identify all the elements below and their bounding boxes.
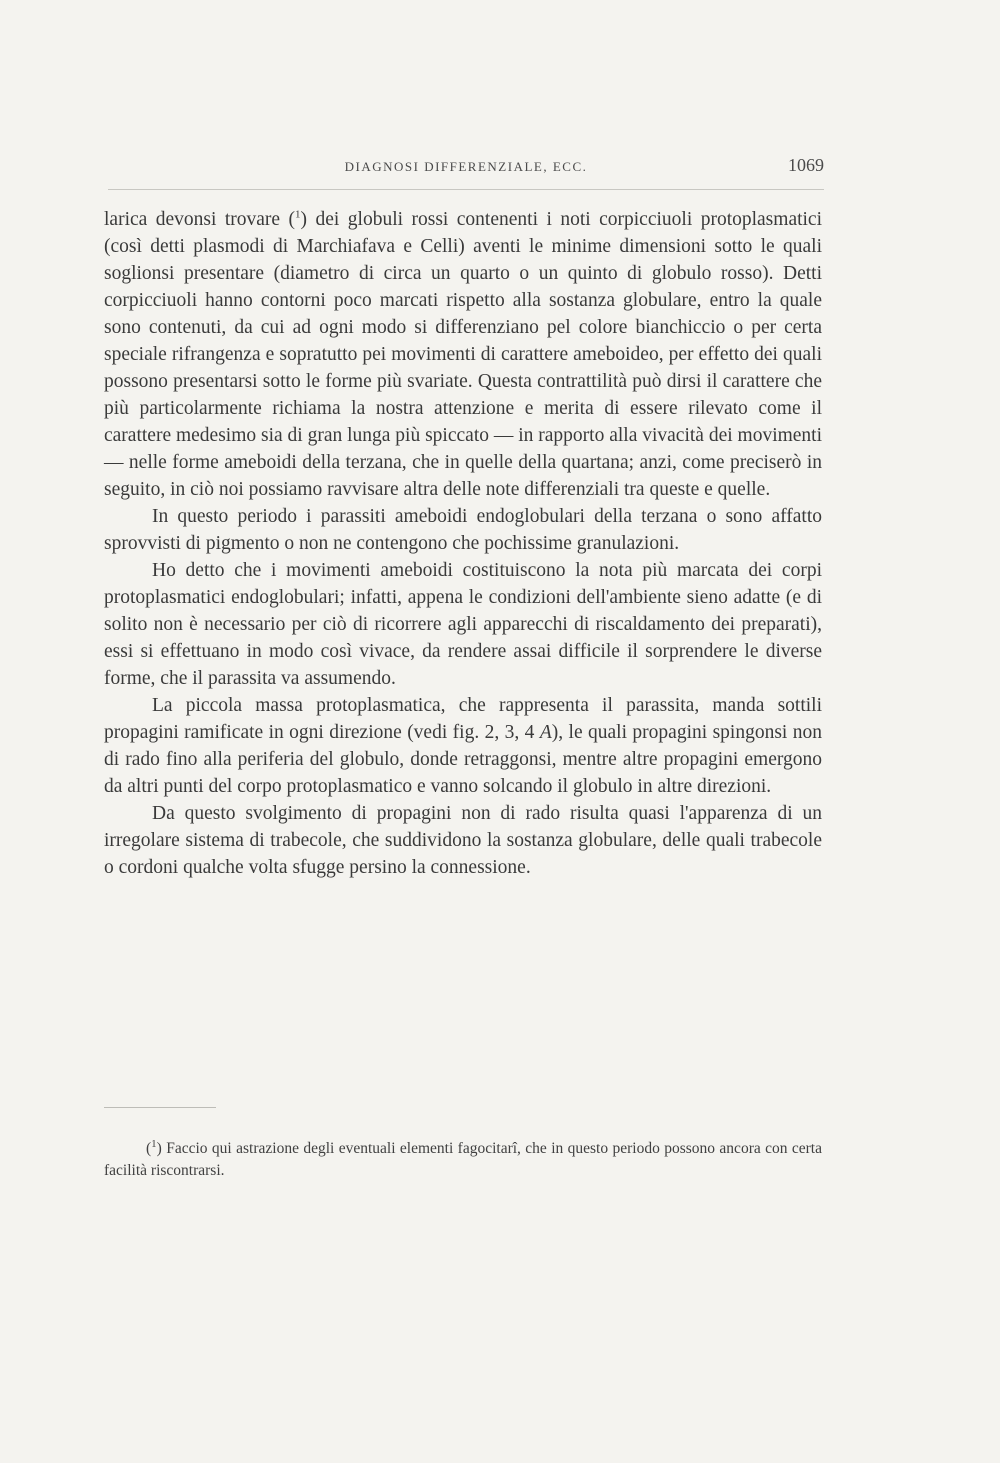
- paragraph-5: Da questo svolgimento di propagini non di rado risulta quasi l'apparenza di un irregolare sistema di trabecole, che suddividono la sostanza globulare, delle quali trabecole o cordoni qualche volta sfugge persino la connessione.: [104, 803, 822, 878]
- footnote-text: Faccio qui astrazione degli eventuali elementi fagocitarî, che in questo periodo possono ancora con certa facilità riscontrarsi.: [104, 1140, 822, 1179]
- body-text: [104, 206, 822, 881]
- paragraph-4-text-rest: ), le quali propagini spingonsi non di rado fino alla periferia del globulo, donde retraggonsi, mentre altre propagini emergono da altri punti del corpo protoplasmatico e vanno solcando il globulo in altre direzioni.: [104, 722, 822, 797]
- paragraph-4: [104, 692, 822, 800]
- paragraph-1-text-rest: dei globuli rossi contenenti i noti corpicciuoli protoplasmatici (così detti plasmodi di Marchiafava e Celli) aventi le minime dimensioni sotto le quali soglionsi presentare (diametro di circa un quarto o un quinto di globulo rosso). Detti corpicciuoli hanno contorni poco marcati rispetto alla sostanza globulare, entro la quale sono contenuti, da cui ad ogni modo si differenziano pel colore bianchiccio o per certa speciale rifrangenza e sopratutto pei movimenti di carattere ameboideo, per effetto dei quali possono presentarsi sotto le forme più svariate. Questa contrattilità può dirsi il carattere che più particolarmente richiama la nostra attenzione e merita di essere rilevato come il carattere medesimo sia di gran lunga più spiccato — in rapporto alla vivacità dei movimenti — nelle forme ameboidi della terzana, che in quelle della quartana; anzi, come preciserò in seguito, in ciò noi possiamo ravvisare altra delle note differenziali tra queste e quelle.: [104, 209, 823, 500]
- footnote-reference: [289, 209, 308, 230]
- paragraph-1-text-start: larica devonsi trovare: [104, 209, 289, 230]
- footnote: [104, 1138, 822, 1182]
- footnote-mark-close: ): [156, 1140, 162, 1157]
- footnote-divider: [104, 1107, 216, 1108]
- page-number: 1069: [788, 155, 824, 175]
- footnote-mark-open: (: [146, 1140, 152, 1157]
- paragraph-2: In questo periodo i parassiti ameboidi endoglobulari della terzana o sono affatto sprovvisti di pigmento o non ne contengono che pochissime granulazioni.: [104, 506, 822, 554]
- paragraph-1: [104, 206, 822, 503]
- footnote-reference-open: (: [288, 209, 296, 230]
- footnote-reference-number: 1: [295, 208, 301, 221]
- footnote-reference-close: ): [300, 209, 308, 230]
- footnote-mark-number: 1: [151, 1137, 157, 1150]
- page-header: [108, 155, 824, 190]
- paragraph-3: Ho detto che i movimenti ameboidi costituiscono la nota più marcata dei corpi protoplasmatici endoglobulari; infatti, appena le condizioni dell'ambiente sieno adatte (e di solito non è necessario per ciò di ricorrere agli apparecchi di riscaldamento dei preparati), essi si effettuano in modo così vivace, da rendere assai difficile il sorprendere le diverse forme, che il parassita va assumendo.: [104, 560, 822, 689]
- paragraph-4-text-start: La piccola massa protoplasmatica, che rappresenta il parassita, manda sottili propagini ramificate in ogni direzione (vedi fig. 2, 3, 4: [104, 695, 822, 743]
- running-title: DIAGNOSI DIFFERENZIALE, ECC.: [344, 159, 588, 174]
- figure-letter: A: [539, 722, 552, 743]
